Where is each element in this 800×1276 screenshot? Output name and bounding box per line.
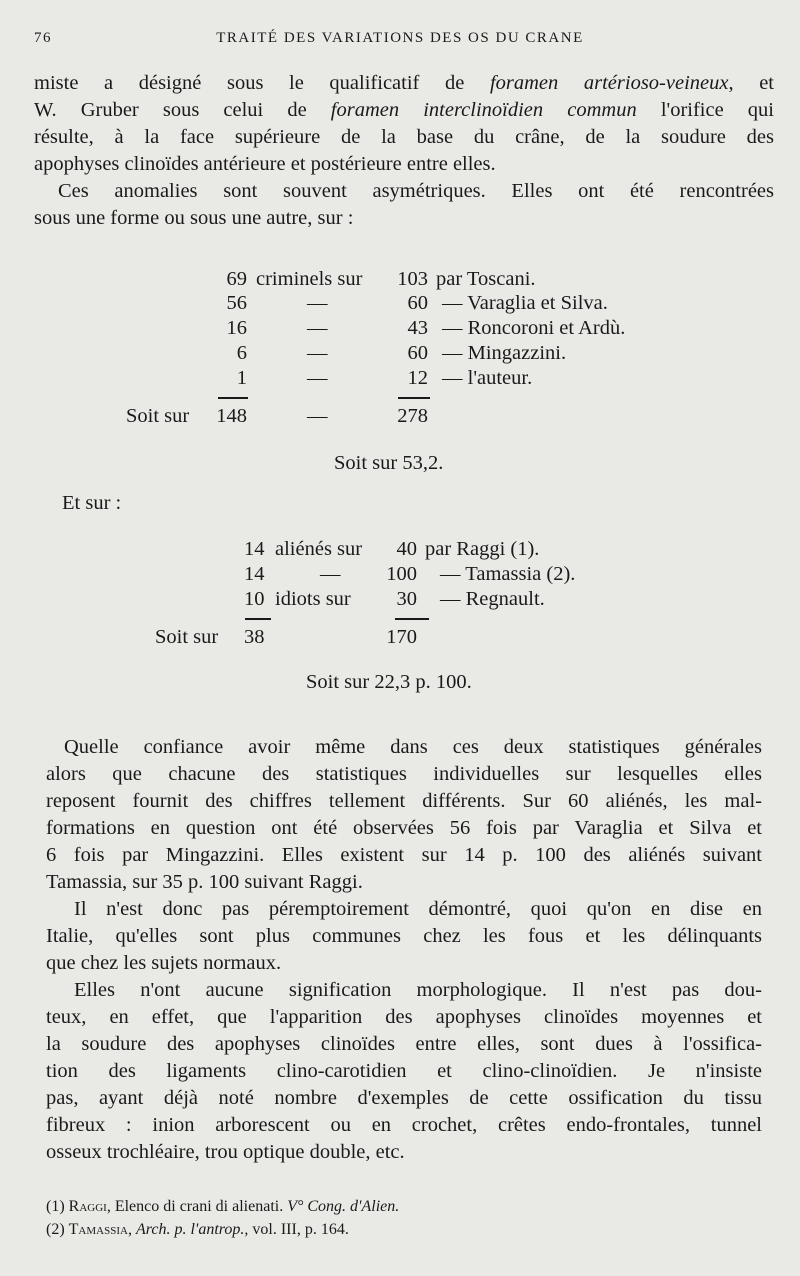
text-line: Il n'est donc pas péremptoirement démontré, quoi qu'on en dise en — [74, 898, 762, 920]
text-line: fibreux : inion arborescent ou en crochet, crêtes endo-frontales, tunnel — [46, 1114, 762, 1136]
text-line: 6 fois par Mingazzini. Elles existent sur 14 p. 100 des aliénés suivant — [46, 844, 762, 866]
paragraph-signification — [46, 977, 762, 1166]
result-line: Soit sur 22,3 p. 100. — [306, 671, 472, 693]
sum-rule — [245, 618, 271, 620]
table-cell-label: criminels sur — [256, 268, 363, 290]
result-line: Soit sur 53,2. — [334, 452, 444, 474]
table-cell-count: 14 — [244, 538, 265, 560]
table-cell-total: 103 — [397, 268, 428, 290]
footnote-end: , vol. III, p. 164. — [244, 1221, 349, 1238]
footnote-source: Arch. p. l'antrop. — [135, 1221, 245, 1238]
table-cell-label: idiots sur — [275, 588, 351, 610]
footnote-author: Raggi — [68, 1198, 107, 1215]
table-cell-total: 100 — [386, 563, 417, 585]
table-cell-label: — — [320, 563, 341, 585]
table-cell-label: — — [307, 342, 328, 364]
table-cell-total: 40 — [396, 538, 417, 560]
et-sur-text: Et sur : — [62, 492, 122, 514]
table-cell-author: — Regnault. — [440, 588, 545, 610]
text-line: reposent fournit des chiffres tellement différents. Sur 60 aliénés, les mal- — [46, 790, 762, 812]
table-cell-label: — — [307, 317, 328, 339]
text-line: formations en question ont été observées 56 fois par Varaglia et Silva et — [46, 817, 762, 839]
text-line: osseux trochléaire, trou optique double, etc. — [46, 1141, 405, 1163]
table-cell-author: — Varaglia et Silva. — [442, 292, 608, 314]
table-cell-count: 10 — [244, 588, 265, 610]
table-cell-total: 60 — [407, 292, 428, 314]
footnote-source: V° Cong. d'Alien. — [287, 1198, 400, 1215]
sum-rule — [218, 397, 248, 399]
total-sum: 278 — [397, 405, 428, 427]
text-line: apophyses clinoïdes antérieure et postérieure entre elles. — [34, 153, 496, 175]
text-line: W. Gruber sous celui de foramen interclinoïdien commun l'orifice qui — [34, 99, 774, 121]
text-line: miste a désigné sous le qualificatif de foramen artérioso-veineux, et — [34, 72, 774, 94]
running-title: TRAITÉ DES VARIATIONS DES OS DU CRANE — [216, 30, 584, 46]
table-cell-author: — Mingazzini. — [442, 342, 567, 364]
table-cell-author: par Raggi (1). — [425, 538, 540, 560]
text-line: la soudure des apophyses clinoïdes entre elles, sont dues à l'ossifica- — [46, 1033, 762, 1055]
text-line: tion des ligaments clino-carotidien et clino-clinoïdien. Je n'insiste — [46, 1060, 762, 1082]
sum-rule — [398, 397, 430, 399]
table-cell-count: 56 — [226, 292, 247, 314]
text-line: pas, ayant déjà noté nombre d'exemples de cette ossification du tissu — [46, 1087, 762, 1109]
table-cell-total: 43 — [407, 317, 428, 339]
text-line: sous une forme ou sous une autre, sur : — [34, 207, 354, 229]
footnote-1 — [46, 1195, 399, 1218]
paragraph-confiance — [46, 734, 762, 896]
table-cell-count: 16 — [226, 317, 247, 339]
text-line: Elles n'ont aucune signification morphologique. Il n'est pas dou- — [74, 979, 762, 1001]
text-line: résulte, à la face supérieure de la base du crâne, de la soudure des — [34, 126, 774, 148]
table-cell-label: aliénés sur — [275, 538, 363, 560]
table-cell-author: — Tamassia (2). — [440, 563, 576, 585]
running-header — [34, 30, 766, 54]
footnote-text: , Elenco di crani di alienati. — [106, 1198, 288, 1215]
text-line: Italie, qu'elles sont plus communes chez les fous et les délinquants — [46, 925, 762, 947]
page-number: 76 — [34, 30, 52, 46]
text-line: Tamassia, sur 35 p. 100 suivant Raggi. — [46, 871, 363, 893]
table-cell-count: 1 — [236, 367, 247, 389]
total-dash: — — [307, 405, 328, 427]
footnote-mark: (1) — [46, 1198, 65, 1215]
table-cell-label: — — [307, 292, 328, 314]
total-label: Soit sur — [155, 626, 219, 648]
table-cell-label: — — [307, 367, 328, 389]
table-cell-author: — l'auteur. — [442, 367, 533, 389]
sum-rule — [395, 618, 429, 620]
text-line: Ces anomalies sont souvent asymétriques. Elles ont été rencontrées — [58, 180, 774, 202]
footnote-mark: (2) — [46, 1221, 65, 1238]
text-line: alors que chacune des statistiques individuelles sur lesquelles elles — [46, 763, 762, 785]
total-label: Soit sur — [126, 405, 190, 427]
table-cell-total: 12 — [407, 367, 428, 389]
table-cell-author: par Toscani. — [436, 268, 536, 290]
paragraph-anomalies — [34, 178, 774, 232]
table-cell-count: 6 — [236, 342, 247, 364]
intro-paragraph — [34, 70, 774, 178]
footnote-2 — [46, 1218, 349, 1241]
statistics-table-criminals — [0, 268, 800, 478]
table-cell-total: 30 — [396, 588, 417, 610]
footnote-text: , — [127, 1221, 136, 1238]
table-cell-count: 69 — [226, 268, 247, 290]
total-count: 148 — [216, 405, 247, 427]
paragraph-demontre — [46, 896, 762, 977]
text-line: Quelle confiance avoir même dans ces deux statistiques générales — [64, 736, 762, 758]
total-count: 38 — [244, 626, 265, 648]
text-line: que chez les sujets normaux. — [46, 952, 282, 974]
text-line: teux, en effet, que l'apparition des apophyses clinoïdes moyennes et — [46, 1006, 762, 1028]
table-cell-count: 14 — [244, 563, 265, 585]
statistics-table-insane — [0, 538, 800, 698]
footnote-author: Tamassia — [68, 1221, 128, 1238]
table-cell-total: 60 — [407, 342, 428, 364]
table-cell-author: — Roncoroni et Ardù. — [442, 317, 626, 339]
total-sum: 170 — [386, 626, 417, 648]
